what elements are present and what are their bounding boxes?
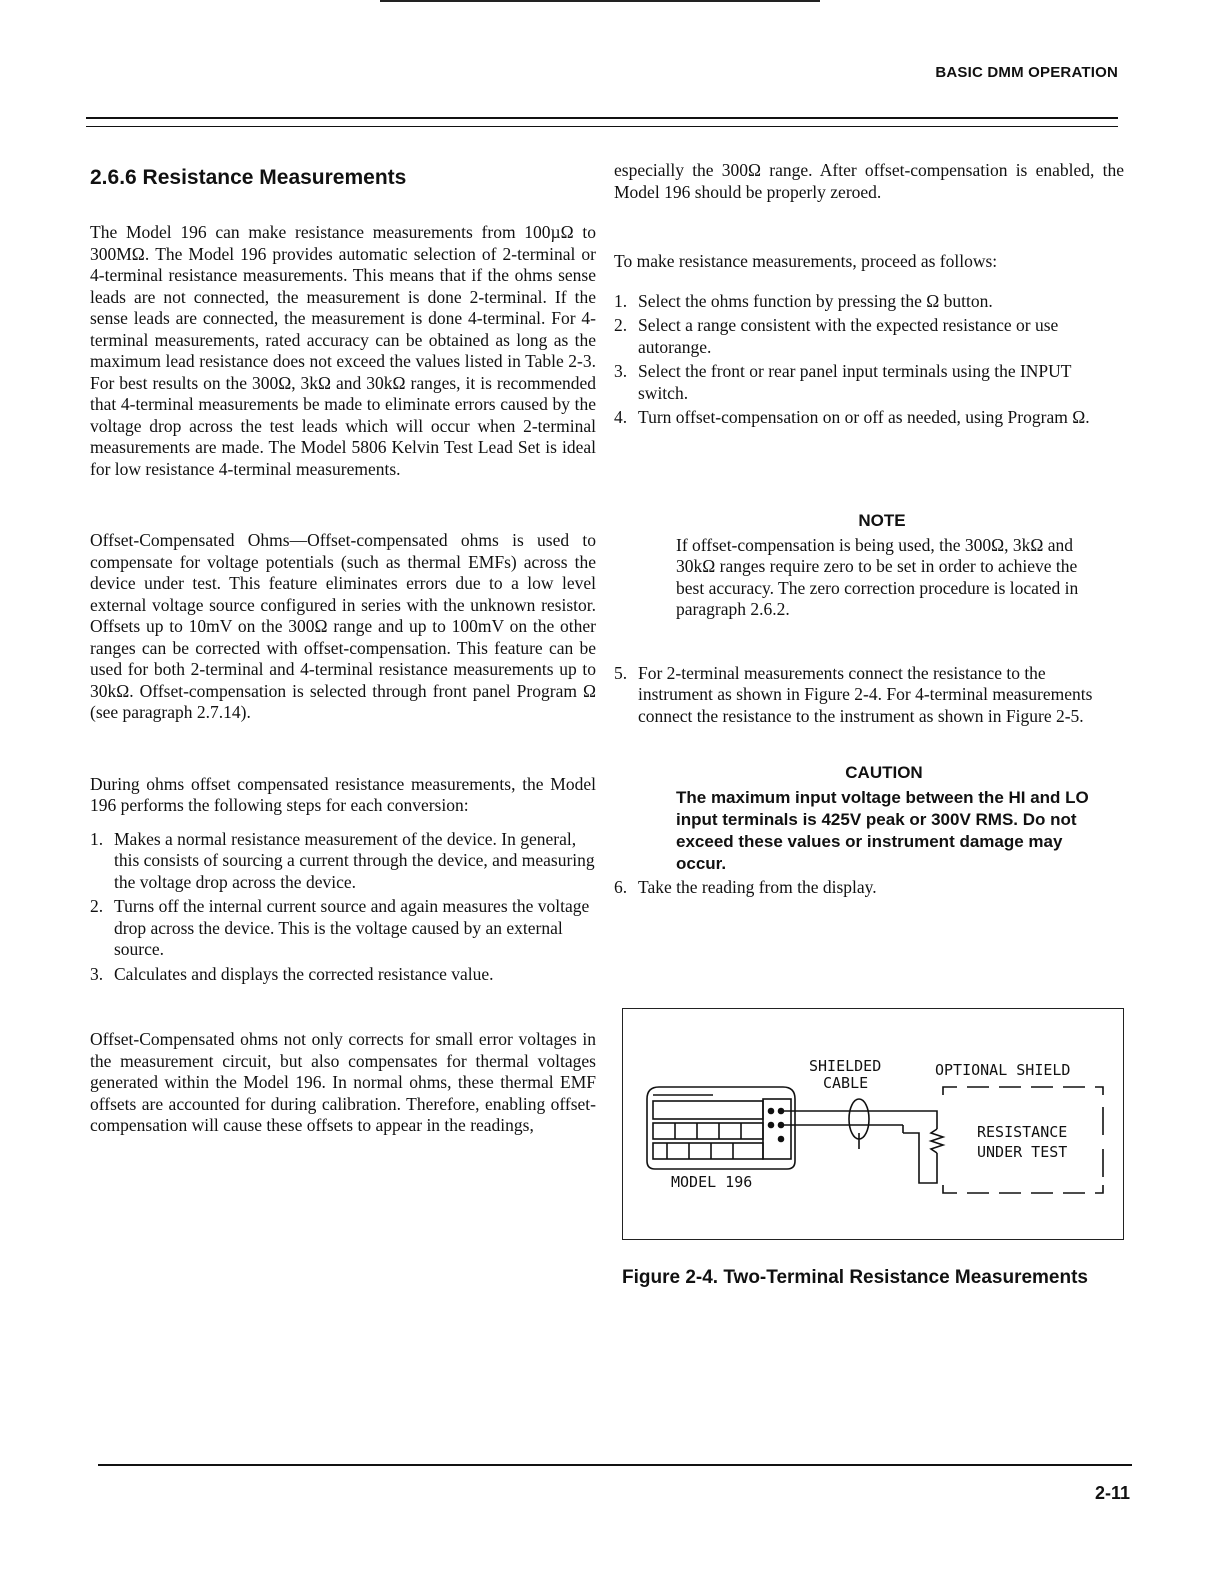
caution-text: The maximum input voltage between the HI and LO input terminals is 425V peak or 300V RMS. Do not exceed these values or instrument damage may occur. bbox=[676, 788, 1089, 873]
note-box bbox=[676, 511, 1088, 621]
list-item: 5. For 2-terminal measurements connect the resistance to the instrument as shown in Figure 2-4. For 4-terminal measurements connect the resistance to the instrument as shown in Figure 2-5. bbox=[614, 662, 1093, 726]
top-edge-line bbox=[380, 0, 820, 2]
section-title: 2.6.6 Resistance Measurements bbox=[90, 166, 407, 189]
list-item: 2. Select a range consistent with the expected resistance or use autorange. bbox=[614, 315, 1059, 357]
cable-label: CABLE bbox=[823, 1074, 869, 1092]
header-rule-thick bbox=[86, 117, 1118, 119]
page-number: 2-11 bbox=[1094, 1483, 1130, 1503]
intro-paragraph: The Model 196 can make resistance measurements from 100µΩ to 300MΩ. The Model 196 provides automatic selection of 2-terminal or 4-terminal resistance measurements. This means that if the ohms sense leads are not connected, the measurement is done 2-terminal. If the sense leads are connected, the measurement is done 4-terminal. For 4-terminal measurements, rated accuracy can be obtained as long as the maximum lead resistance does not exceed the values listed in Table 2-3. For best results on the 300Ω, 3kΩ and 30kΩ ranges, it is recommended that 4-terminal measurements be made to eliminate errors caused by the voltage drop across the test leads which will occur when 2-terminal measurements are made. The Model 5806 Kelvin Test Lead Set is ideal for low resistance 4-terminal measurements. bbox=[90, 222, 596, 479]
closing-paragraph: Offset-Compensated ohms not only corrects for small error voltages in the measurement circuit, but also compensates for thermal voltages generated within the Model 196. In normal ohms, these thermal EMF offsets are accounted for during calibration. Therefore, enabling offset-compensation will cause these offsets to appear in the readings, bbox=[90, 1029, 596, 1135]
offset-compensation-paragraph: Offset-Compensated Ohms—Offset-compensated ohms is used to compensate for voltage potentials (such as thermal EMFs) across the device under test. This feature eliminates errors due to a low level external voltage source configured in series with the unknown resistor. Offsets up to 10mV on the 300Ω range and up to 100mV on the other ranges can be corrected with offset-compensation. This feature can be used for both 2-terminal and 4-terminal resistance measurements up to 30kΩ. Offset-compensation is selected through front panel Program Ω (see paragraph 2.7.14). bbox=[90, 530, 596, 722]
closing-paragraph-continued: especially the 300Ω range. After offset-compensation is enabled, the Model 196 should be properly zeroed. bbox=[614, 160, 1124, 202]
procedure-steps-continued bbox=[614, 663, 1124, 728]
model-label: MODEL 196 bbox=[671, 1173, 753, 1191]
list-item: 1. Select the ohms function by pressing the Ω button. bbox=[614, 290, 993, 311]
note-text: If offset-compensation is being used, the 300Ω, 3kΩ and 30kΩ ranges require zero to be set in order to achieve the best accuracy. The zero correction procedure is located in paragraph 2.6.2. bbox=[676, 534, 1079, 619]
list-item: 6. Take the reading from the display. bbox=[614, 877, 877, 897]
list-item: 3. Calculates and displays the corrected resistance value. bbox=[90, 963, 494, 984]
resistance-under-test bbox=[903, 1111, 943, 1183]
under-test-label: UNDER TEST bbox=[977, 1143, 1068, 1161]
optional-shield-label: OPTIONAL SHIELD bbox=[935, 1061, 1071, 1079]
note-title: NOTE bbox=[858, 510, 906, 530]
list-item: 2. Turns off the internal current source and again measures the voltage drop across the device. This is the voltage caused by an external source. bbox=[90, 896, 590, 959]
footer-rule bbox=[98, 1464, 1132, 1466]
list-item: 1. Makes a normal resistance measurement of the device. In general, this consists of sourcing a current through the device, and measuring the voltage drop across the device. bbox=[90, 828, 595, 892]
header-rule-thin bbox=[86, 126, 1118, 127]
figure-2-4 bbox=[622, 1008, 1124, 1240]
procedure-steps-list bbox=[614, 291, 1124, 429]
conversion-steps-list bbox=[90, 829, 596, 986]
two-terminal-diagram bbox=[623, 1009, 1123, 1239]
running-header: BASIC DMM OPERATION bbox=[935, 64, 1118, 81]
list-item: 4. Turn offset-compensation on or off as needed, using Program Ω. bbox=[614, 407, 1090, 427]
left-column bbox=[90, 160, 596, 1137]
procedure-intro: To make resistance measurements, proceed as follows: bbox=[614, 251, 998, 271]
during-paragraph: During ohms offset compensated resistance measurements, the Model 196 performs the following steps for each conversion: bbox=[90, 773, 596, 815]
resistance-label: RESISTANCE bbox=[977, 1123, 1068, 1141]
shielded-cable bbox=[783, 1099, 919, 1149]
model-196-instrument bbox=[647, 1087, 795, 1169]
shielded-label: SHIELDED bbox=[809, 1057, 882, 1075]
caution-title: CAUTION bbox=[845, 763, 923, 782]
figure-caption: Figure 2-4. Two-Terminal Resistance Measurements bbox=[622, 1267, 1088, 1288]
caution-box bbox=[676, 763, 1092, 875]
right-column bbox=[614, 160, 1124, 902]
procedure-steps-final bbox=[614, 877, 1124, 899]
list-item: 3. Select the front or rear panel input terminals using the INPUT switch. bbox=[614, 361, 1072, 403]
